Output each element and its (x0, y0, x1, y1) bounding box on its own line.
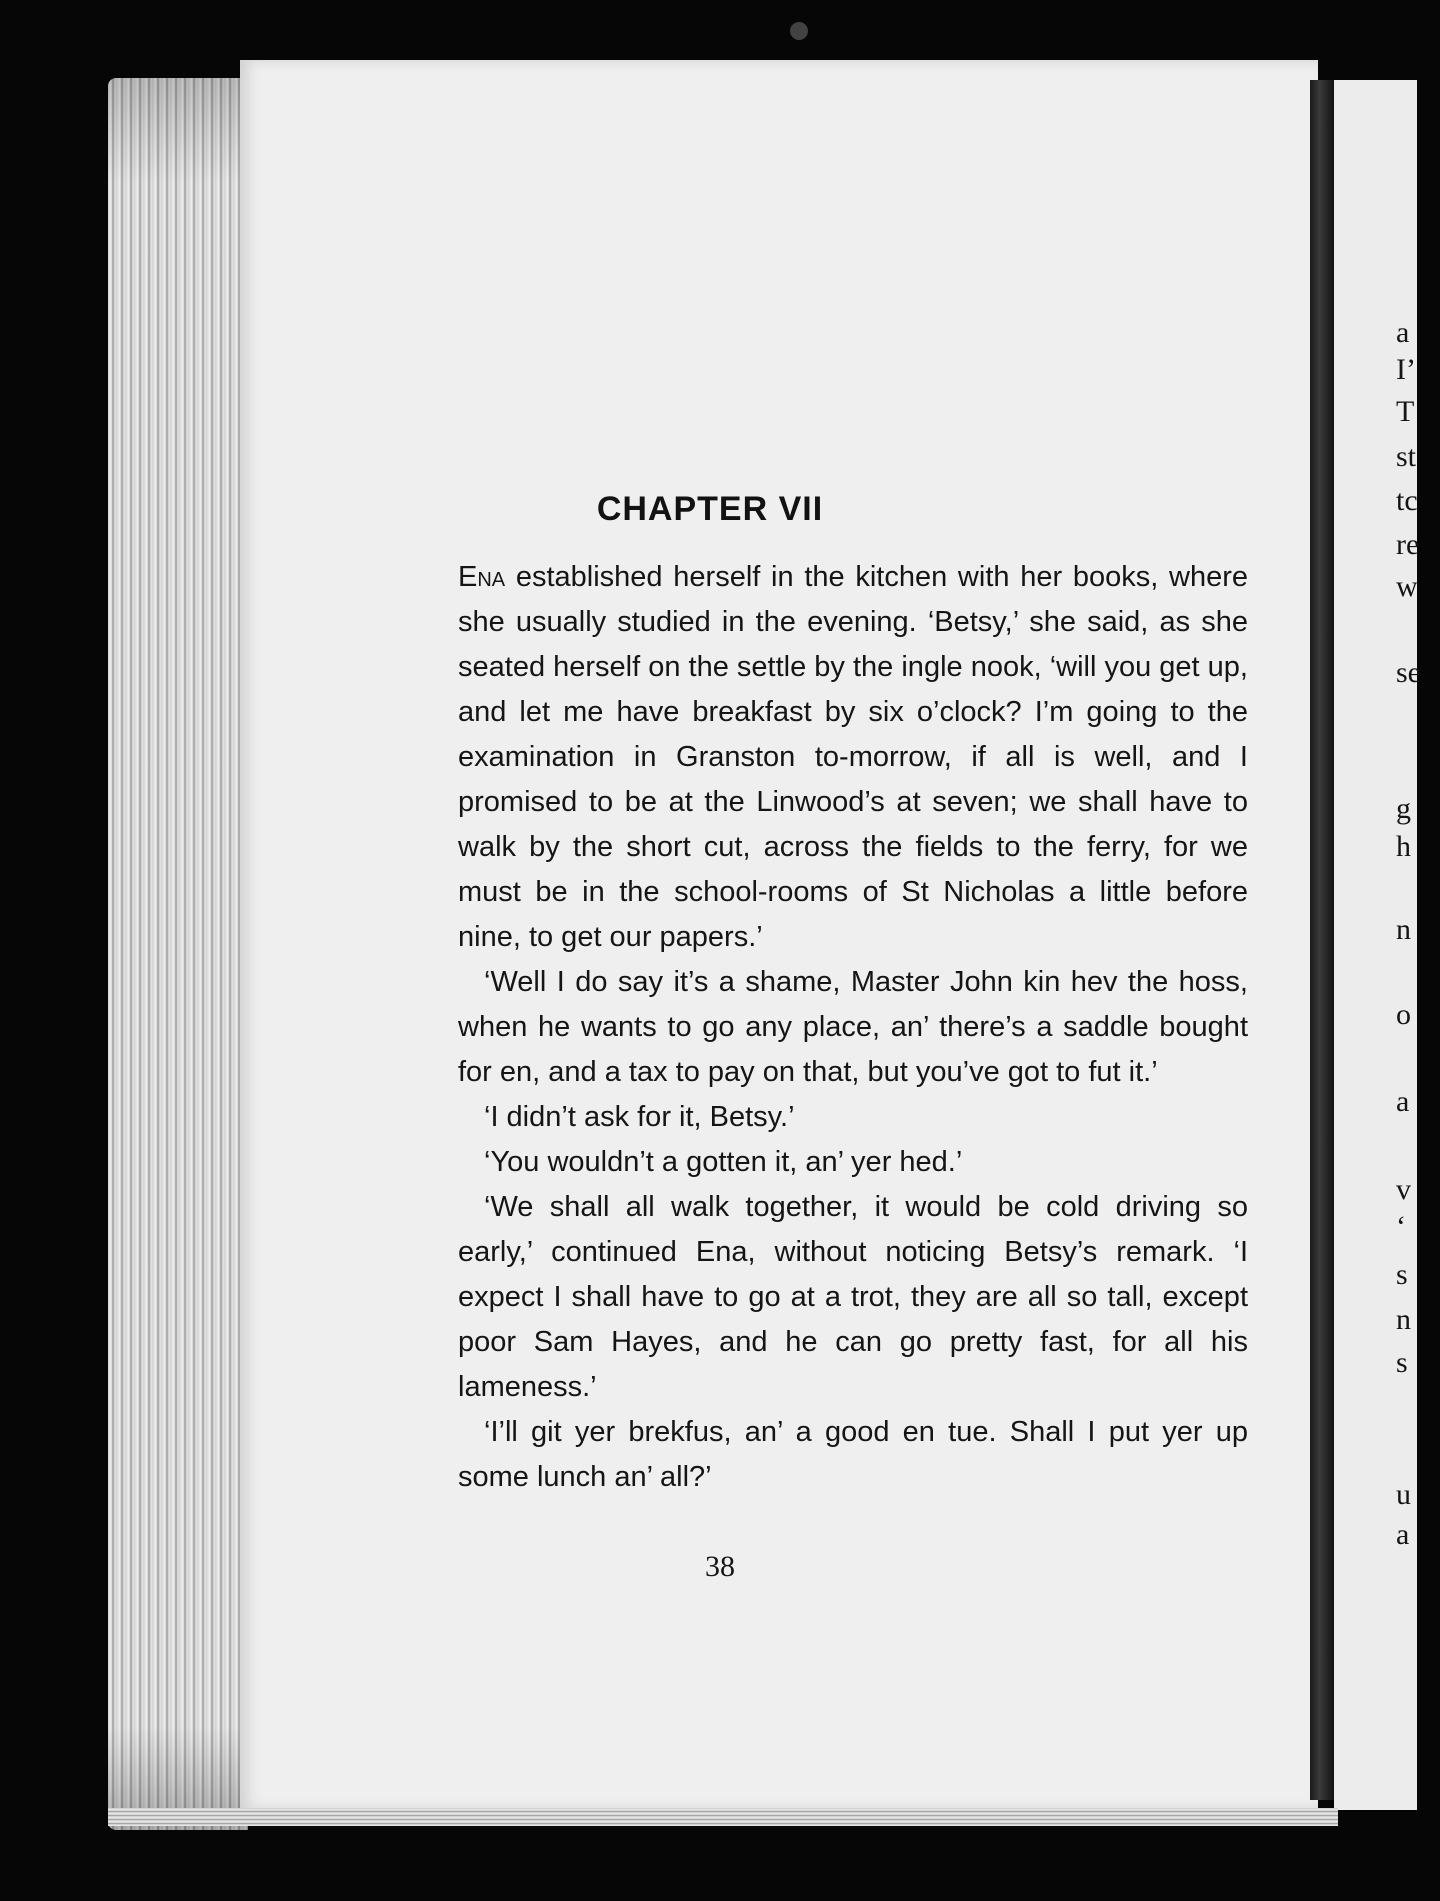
facing-page-line-fragment: n (1396, 1303, 1411, 1336)
facing-page-line-fragment: ‘ (1396, 1210, 1406, 1243)
chapter-body (458, 555, 1248, 1500)
book-gutter (1310, 80, 1334, 1800)
facing-page-line-fragment: g (1396, 792, 1411, 825)
facing-page-line-fragment: o (1396, 998, 1411, 1031)
facing-page-line-fragment: a (1396, 1518, 1410, 1551)
facing-page-line-fragment: s (1396, 1258, 1408, 1291)
paragraph-lead-name: Ena (458, 561, 506, 593)
scan-mark (790, 22, 808, 40)
facing-page-line-fragment: a (1396, 316, 1410, 349)
facing-page-line-fragment: v (1396, 1173, 1411, 1206)
paragraph-text: established herself in the kitchen with her books, where she usually studied in the evening. ‘Betsy,’ she said, as she seated herself on the settle by the ingle nook, ‘will you get up, and let me have breakfast by six o’clock? I’m going to the examination in Granston to-morrow, if all is well, and I promised to be at the Linwood’s at seven; we shall have to walk by the short cut, across the fields to the ferry, for we must be in the school-rooms of St Nicholas a little before nine, to get our papers.’ (458, 561, 1248, 953)
facing-page-line-fragment: w (1396, 570, 1418, 603)
facing-page-line-fragment: st (1396, 440, 1417, 473)
facing-page-line-fragment: se (1396, 656, 1421, 689)
facing-page-line-fragment: a (1396, 1085, 1410, 1118)
paragraph: ‘I’ll git yer brekfus, an’ a good en tue. Shall I put yer up some lunch an’ all?’ (458, 1416, 1248, 1493)
facing-page-line-fragment: h (1396, 830, 1411, 863)
paragraph: ‘We shall all walk together, it would be cold driving so early,’ continued Ena, without noticing Betsy’s remark. ‘I expect I shall have to go at a trot, they are all so tall, except poor Sam Hayes, and he can go pretty fast, for all his lameness.’ (458, 1191, 1248, 1403)
facing-page-line-fragment: n (1396, 913, 1411, 946)
chapter-title: CHAPTER VII (596, 490, 824, 528)
facing-page-line-fragment: s (1396, 1346, 1408, 1379)
facing-page-line-fragment: T (1396, 395, 1415, 428)
facing-page-line-fragment: I’ (1396, 353, 1416, 386)
facing-page-line-fragment: tc (1396, 484, 1418, 517)
page-number: 38 (705, 1550, 735, 1583)
paragraph: ‘You wouldn’t a gotten it, an’ yer hed.’ (484, 1146, 963, 1178)
paragraph: ‘Well I do say it’s a shame, Master John kin hev the hoss, when he wants to go any place, an’ there’s a saddle bought for en, and a tax to pay on that, but you’ve got to fut it.’ (458, 966, 1248, 1088)
paragraph: ‘I didn’t ask for it, Betsy.’ (484, 1101, 795, 1133)
facing-page-line-fragment: u (1396, 1478, 1411, 1511)
facing-page-line-fragment: re (1396, 528, 1420, 561)
paragraph (458, 555, 1248, 960)
page-bottom-edge (108, 1808, 1338, 1826)
